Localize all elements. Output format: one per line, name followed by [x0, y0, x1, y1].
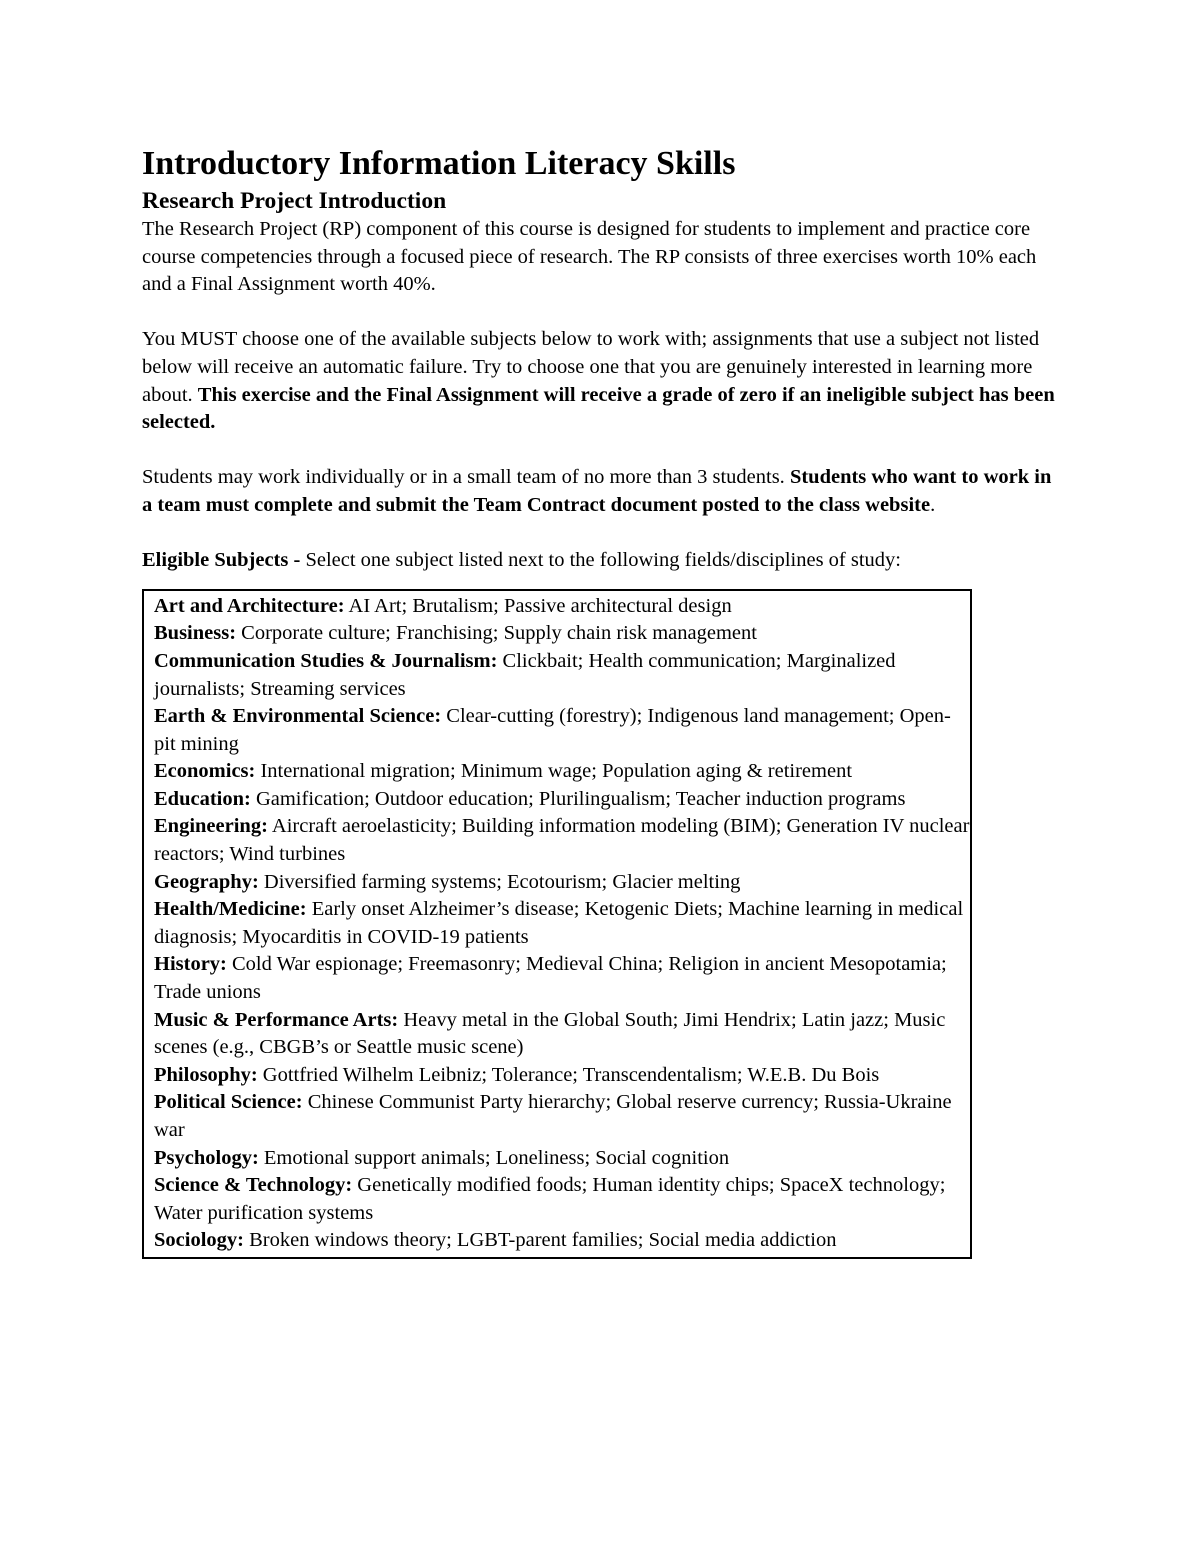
subject-row: [154, 786, 970, 814]
subject-topics: Broken windows theory; LGBT-parent families; Social media addiction: [243, 1229, 837, 1252]
subject-topics: Gamification; Outdoor education; Plurilingualism; Teacher induction programs: [250, 787, 906, 810]
subject-field-name: Psychology:: [154, 1146, 259, 1169]
subject-field-name: Art and Architecture:: [154, 594, 345, 617]
subject-field-name: Political Science:: [154, 1091, 303, 1114]
subject-topics: Chinese Communist Party hierarchy; Global reserve currency; Russia-Ukraine war: [154, 1091, 952, 1141]
subject-topics: Early onset Alzheimer’s disease; Ketogenic Diets; Machine learning in medical diagnosis; Myocarditis in COVID-19 patients: [154, 898, 964, 948]
intro-paragraph: The Research Project (RP) component of this course is designed for students to implement and practice core course competencies through a focused piece of research. The RP consists of three exercises worth 10% each and a Final Assignment worth 40%.: [142, 218, 1037, 296]
subject-row: [154, 593, 970, 621]
eligible-subjects-heading: [142, 547, 1062, 575]
subject-topics: International migration; Minimum wage; Population aging & retirement: [255, 760, 853, 783]
subject-row: [154, 1007, 970, 1062]
subject-field-name: Business:: [154, 622, 237, 645]
team-text: Students may work individually or in a small team of no more than 3 students.: [142, 466, 790, 489]
subject-topics: Gottfried Wilhelm Leibniz; Tolerance; Transcendentalism; W.E.B. Du Bois: [257, 1063, 880, 1086]
subject-topics: Clickbait; Health communication; Marginalized journalists; Streaming services: [154, 649, 896, 700]
subject-row: [154, 648, 970, 703]
subject-topics: Cold War espionage; Freemasonry; Medieval China; Religion in ancient Mesopotamia; Trade unions: [154, 953, 947, 1004]
subject-field-name: Education:: [154, 787, 251, 810]
subject-row: [154, 703, 970, 758]
subject-field-name: Science & Technology:: [154, 1174, 353, 1197]
eligible-subjects-instruction: Select one subject listed next to the following fields/disciplines of study:: [305, 549, 901, 572]
subject-field-name: Communication Studies & Journalism:: [154, 649, 498, 672]
subject-row: [154, 1145, 970, 1173]
subject-row: [154, 1089, 970, 1144]
subject-topics: AI Art; Brutalism; Passive architectural design: [344, 594, 732, 617]
subject-field-name: Sociology:: [154, 1229, 244, 1252]
subject-field-name: Health/Medicine:: [154, 898, 307, 921]
team-paragraph-end: .: [930, 493, 936, 516]
subjects-table: [142, 589, 972, 1259]
subject-row: [154, 1227, 970, 1255]
subject-topics: Emotional support animals; Loneliness; Social cognition: [258, 1146, 730, 1169]
subject-row: [154, 951, 970, 1006]
subject-rules-text: You MUST choose one of the available subjects below to work with; assignments that use a subject not listed below will receive an automatic failure. Try to choose one that you are genuinely interested in learning more about.: [142, 328, 1040, 406]
team-contract-note: Students who want to work in a team must complete and submit the Team Contract document posted to the class website: [142, 466, 1052, 516]
section-title: Research Project Introduction: [142, 188, 447, 214]
subject-row: [154, 869, 970, 897]
subject-row: [154, 896, 970, 951]
subject-row: [154, 1172, 970, 1227]
subject-row: [154, 620, 970, 648]
eligible-subjects-label: Eligible Subjects -: [142, 549, 306, 572]
subject-field-name: Economics:: [154, 760, 256, 783]
subject-field-name: Earth & Environmental Science:: [154, 705, 442, 728]
subject-topics: Diversified farming systems; Ecotourism; Glacier melting: [258, 870, 741, 893]
subject-field-name: Engineering:: [154, 815, 268, 838]
subject-topics: Aircraft aeroelasticity; Building information modeling (BIM); Generation IV nuclear reactors; Wind turbines: [154, 815, 970, 866]
subject-rules-warning: This exercise and the Final Assignment will receive a grade of zero if an ineligible subject has been selected.: [142, 383, 1055, 434]
subject-topics: Heavy metal in the Global South; Jimi Hendrix; Latin jazz; Music scenes (e.g., CBGB’s or Seattle music scene): [154, 1008, 946, 1059]
subject-row: [154, 1062, 970, 1090]
subject-topics: Corporate culture; Franchising; Supply chain risk management: [236, 622, 757, 645]
document-page: [142, 142, 1062, 1259]
document-title: Introductory Information Literacy Skills: [142, 145, 736, 182]
subject-topics: Clear-cutting (forestry); Indigenous land management; Open-pit mining: [154, 705, 951, 755]
subject-field-name: Music & Performance Arts:: [154, 1008, 399, 1031]
team-paragraph: [142, 464, 1062, 519]
subject-topics: Genetically modified foods; Human identity chips; SpaceX technology; Water purification systems: [154, 1174, 946, 1224]
subject-row: [154, 758, 970, 786]
subject-rules-paragraph: [142, 326, 1062, 436]
subject-row: [154, 813, 970, 868]
subject-field-name: History:: [154, 953, 227, 976]
subject-field-name: Geography:: [154, 870, 259, 893]
subject-field-name: Philosophy:: [154, 1063, 258, 1086]
